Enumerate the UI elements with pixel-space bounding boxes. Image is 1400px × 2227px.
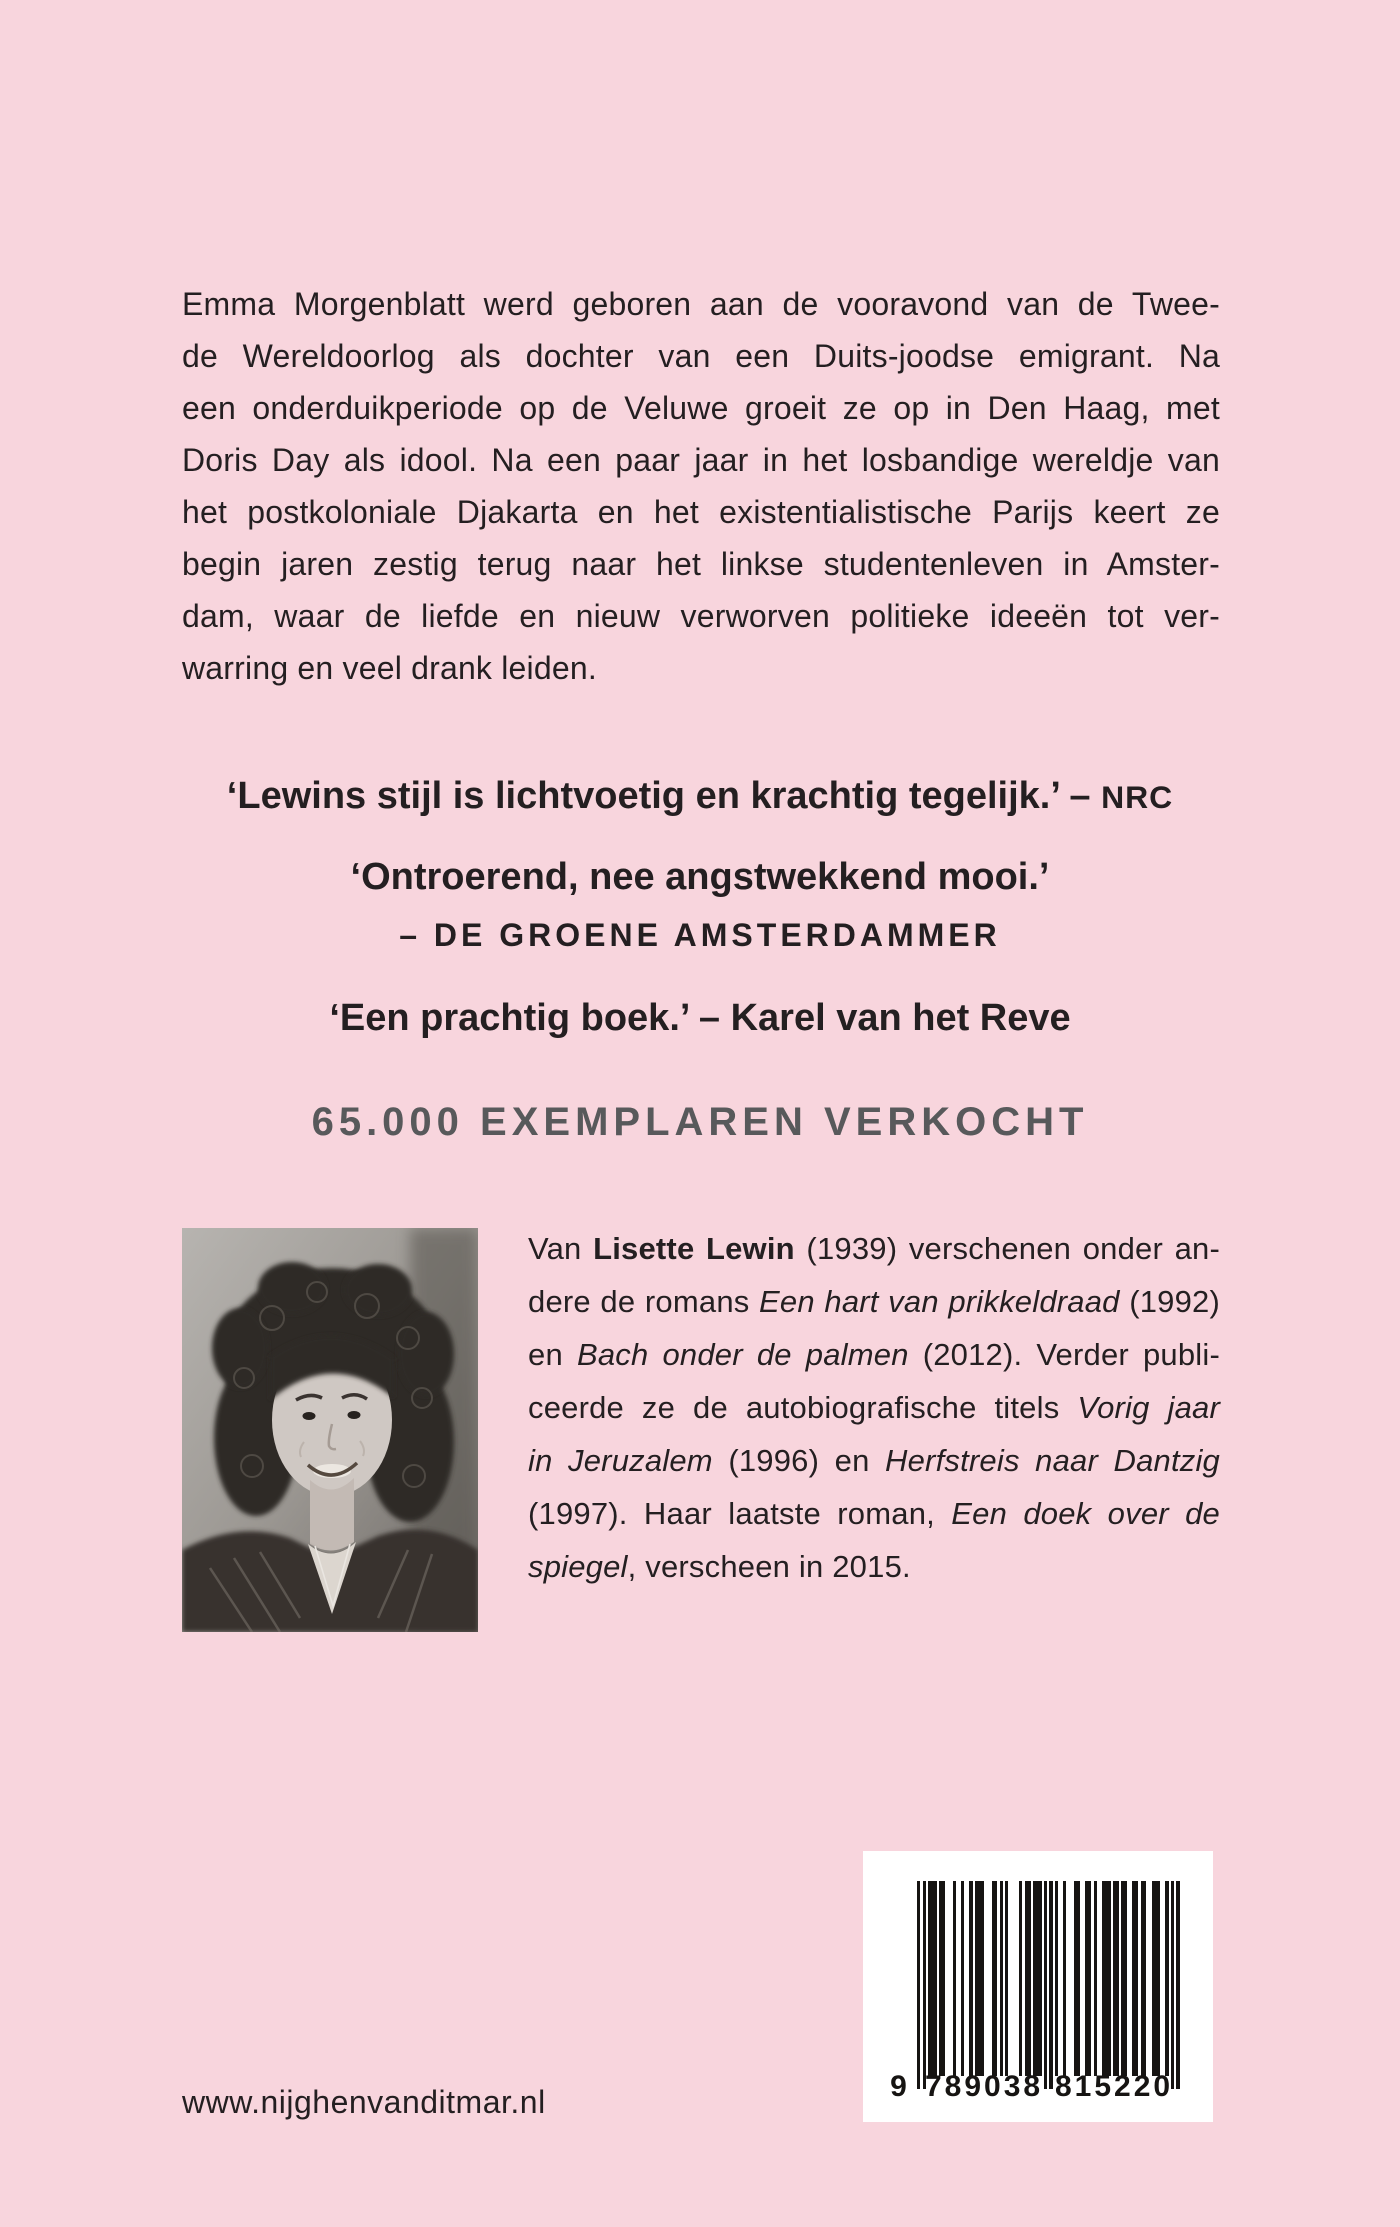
text-run: (1997). Haar laatste roman, — [528, 1496, 952, 1531]
barcode-digit-group: 9 — [890, 2070, 910, 2103]
barcode-digit-group: 815220 — [1055, 2070, 1174, 2103]
barcode-bar — [1063, 1881, 1066, 2076]
bio-line — [528, 1381, 1220, 1434]
bio-line — [528, 1222, 1220, 1275]
blurb-line: de Wereldoorlog als dochter van een Duits-joodse emigrant. Na — [182, 338, 1220, 374]
barcode-bar — [1171, 1881, 1174, 2089]
text-run: en — [528, 1337, 577, 1372]
press-quote-nrc — [0, 775, 1400, 818]
website-url: www.nijghenvanditmar.nl — [182, 2084, 546, 2120]
barcode-bar — [1135, 1881, 1138, 2076]
text-run: dere de romans — [528, 1284, 760, 1319]
barcode-bar — [1038, 1881, 1041, 2076]
bio-line — [528, 1275, 1220, 1328]
barcode-bars — [917, 1881, 1180, 2089]
barcode-bar — [1000, 1881, 1003, 2076]
blurb-line: warring en veel drank leiden. — [182, 650, 597, 686]
barcode-numbers — [863, 2070, 1213, 2110]
barcode-digit-group: 789038 — [925, 2070, 1044, 2103]
barcode-bar — [1143, 1881, 1146, 2076]
barcode-bar — [1044, 1881, 1047, 2089]
bio-line — [528, 1487, 1220, 1540]
barcode-bar — [1116, 1881, 1119, 2076]
blurb-paragraph — [182, 278, 1220, 694]
barcode-bar — [1107, 1881, 1110, 2076]
text-run: , verscheen in 2015. — [627, 1549, 911, 1584]
author-portrait-graphic — [182, 1228, 478, 1632]
blurb-line: het postkoloniale Djakarta en het existentialistische Parijs keert ze — [182, 494, 1220, 530]
text-run: spiegel — [528, 1549, 628, 1584]
barcode-bar — [1088, 1881, 1091, 2076]
text-run: Bach onder de palmen — [576, 1337, 909, 1372]
barcode-bar — [961, 1881, 964, 2076]
author-bio — [528, 1222, 1220, 1593]
barcode-bar — [923, 1881, 926, 2089]
text-run: in Jeruzalem — [528, 1443, 713, 1478]
author-photo — [182, 1228, 478, 1632]
barcode-bar — [1176, 1881, 1179, 2089]
press-quote-reve: ‘Een prachtig boek.’ – Karel van het Reve — [329, 997, 1071, 1039]
barcode-bar — [1055, 1881, 1058, 2076]
barcode-bar — [917, 1881, 920, 2089]
text-run: Een doek over de — [951, 1496, 1220, 1531]
barcode-bar — [942, 1881, 945, 2076]
barcode-bar — [969, 1881, 972, 2076]
press-quote-groene-attribution: – DE GROENE AMSTERDAMMER — [399, 917, 1001, 953]
barcode-bar — [1077, 1881, 1080, 2076]
barcode-bar — [1049, 1881, 1052, 2089]
text-run: Lisette Lewin — [593, 1231, 795, 1266]
barcode-bar — [994, 1881, 997, 2076]
barcode-bar — [934, 1881, 937, 2076]
bio-line — [528, 1540, 1220, 1593]
barcode-bar — [1165, 1881, 1168, 2076]
text-run: (1939) verschenen onder an- — [794, 1231, 1220, 1266]
barcode-bar — [1094, 1881, 1097, 2076]
text-run: Een hart van prikkeldraad — [759, 1284, 1120, 1319]
sales-banner: 65.000 EXEMPLAREN VERKOCHT — [311, 1100, 1089, 1144]
text-run: (1996) en — [712, 1443, 886, 1478]
blurb-line: dam, waar de liefde en nieuw verworven politieke ideeën tot ver- — [182, 598, 1220, 634]
barcode — [863, 1851, 1213, 2122]
bio-line — [528, 1434, 1220, 1487]
text-run: NRC — [1101, 779, 1174, 815]
blurb-line: Emma Morgenblatt werd geboren aan de vooravond van de Twee- — [182, 286, 1220, 322]
text-run: ‘Lewins stijl is lichtvoetig en krachtig tegelijk.’ – — [226, 775, 1102, 817]
blurb-line: een onderduikperiode op de Veluwe groeit ze op in Den Haag, met — [182, 390, 1220, 426]
text-run: (1992) — [1119, 1284, 1221, 1319]
barcode-bar — [1019, 1881, 1022, 2076]
text-run: (2012). Verder publi- — [908, 1337, 1220, 1372]
blurb-line: Doris Day als idool. Na een paar jaar in het losbandige wereldje van — [182, 442, 1220, 478]
barcode-bar — [1005, 1881, 1008, 2076]
barcode-bar — [980, 1881, 983, 2076]
blurb-line: begin jaren zestig terug naar het linkse studentenleven in Amster- — [182, 546, 1220, 582]
photo-face — [270, 1335, 394, 1496]
barcode-bar — [953, 1881, 956, 2076]
barcode-bar — [1027, 1881, 1030, 2076]
barcode-bar — [1157, 1881, 1160, 2076]
text-run: Herfstreis naar Dantzig — [885, 1443, 1220, 1478]
text-run: Van — [528, 1231, 594, 1266]
text-run: Vorig jaar — [1077, 1390, 1220, 1425]
barcode-bar — [1124, 1881, 1127, 2076]
text-run: ceerde ze de autobiografische titels — [528, 1390, 1078, 1425]
press-quote-groene: ‘Ontroerend, nee angstwekkend mooi.’ — [350, 856, 1050, 898]
bio-line — [528, 1328, 1220, 1381]
